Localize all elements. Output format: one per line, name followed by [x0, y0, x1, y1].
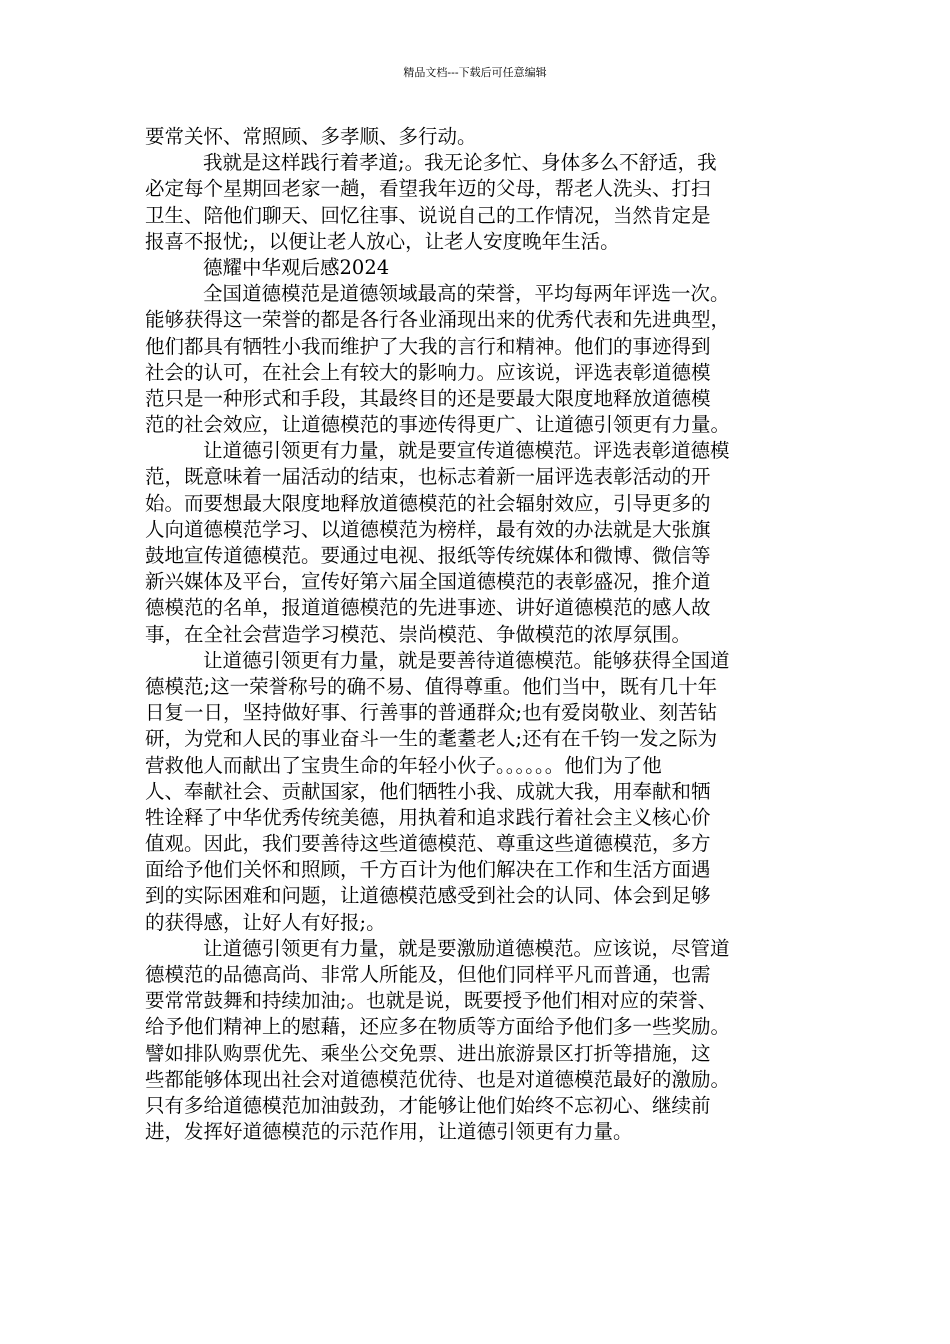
text-line: 日复一日，坚持做好事、行善事的普通群众;也有爱岗敬业、刻苦钻 — [145, 701, 718, 725]
text-line: 要常常鼓舞和持续加油;。也就是说，既要授予他们相对应的荣誉、 — [145, 989, 718, 1013]
text-line: 德耀中华观后感2024 — [203, 255, 390, 279]
text-line: 鼓地宣传道德模范。要通过电视、报纸等传统媒体和微博、微信等 — [145, 544, 711, 567]
text-line: 的获得感，让好人有好报;。 — [145, 910, 386, 934]
text-line: 研，为党和人民的事业奋斗一生的耄耋老人;还有在千钧一发之际为 — [145, 727, 718, 751]
text-line: 给予他们精神上的慰藉，还应多在物质等方面给予他们多一些奖励。 — [145, 1015, 731, 1039]
text-line: 些都能够体现出社会对道德模范优待、也是对道德模范最好的激励。 — [145, 1067, 731, 1091]
text-line: 面给予他们关怀和照顾，千方百计为他们解决在工作和生活方面遇 — [145, 858, 711, 882]
text-line: 新兴媒体及平台，宣传好第六届全国道德模范的表彰盛况，推介道 — [145, 570, 711, 594]
text-line: 譬如排队购票优先、乘坐公交免票、进出旅游景区打折等措施，这 — [145, 1041, 711, 1065]
text-line: 他们都具有牺牲小我而维护了大我的言行和精神。他们的事迹得到 — [145, 334, 711, 358]
page-header: 精品文档---下载后可任意编辑 — [403, 66, 547, 79]
text-line: 社会的认可，在社会上有较大的影响力。应该说，评选表彰道德模 — [145, 360, 711, 384]
text-line: 要常关怀、常照顾、多孝顺、多行动。 — [145, 125, 477, 148]
text-line: 让道德引领更有力量，就是要宣传道德模范。评选表彰道德模 — [203, 439, 730, 463]
text-line: 能够获得这一荣誉的都是各行各业涌现出来的优秀代表和先进典型， — [145, 308, 731, 332]
text-line: 卫生、陪他们聊天、回忆往事、说说自己的工作情况，当然肯定是 — [145, 203, 711, 227]
text-line: 营救他人而献出了宝贵生命的年轻小伙子。。。。。。他们为了他 — [145, 753, 662, 777]
text-line: 进，发挥好道德模范的示范作用，让道德引领更有力量。 — [145, 1120, 633, 1144]
text-line: 德模范的品德高尚、非常人所能及，但他们同样平凡而普通，也需 — [145, 963, 711, 986]
text-line: 牲诠释了中华优秀传统美德，用执着和追求践行着社会主义核心价 — [145, 805, 711, 829]
text-line: 到的实际困难和问题，让道德模范感受到社会的认同、体会到足够 — [145, 884, 711, 908]
text-line: 全国道德模范是道德领域最高的荣誉，平均每两年评选一次。 — [203, 282, 730, 306]
text-line: 德模范的名单，报道道德模范的先进事迹、讲好道德模范的感人故 — [145, 596, 711, 620]
text-line: 让道德引领更有力量，就是要激励道德模范。应该说，尽管道 — [203, 936, 730, 960]
text-line: 我就是这样践行着孝道;。我无论多忙、身体多么不舒适，我 — [203, 151, 717, 175]
text-line: 范，既意味着一届活动的结束，也标志着新一届评选表彰活动的开 — [145, 465, 711, 489]
text-line: 让道德引领更有力量，就是要善待道德模范。能够获得全国道 — [203, 648, 730, 672]
text-line: 范的社会效应，让道德模范的事迹传得更广、让道德引领更有力量。 — [145, 413, 731, 437]
text-line: 事，在全社会营造学习模范、崇尚模范、争做模范的浓厚氛围。 — [145, 622, 692, 646]
text-line: 只有多给道德模范加油鼓劲，才能够让他们始终不忘初心、继续前 — [145, 1093, 711, 1117]
text-line: 始。而要想最大限度地释放道德模范的社会辐射效应，引导更多的 — [145, 491, 711, 515]
text-line: 必定每个星期回老家一趟，看望我年迈的父母，帮老人洗头、打扫 — [145, 177, 711, 201]
text-line: 报喜不报忧;，以便让老人放心，让老人安度晚年生活。 — [145, 229, 620, 253]
text-line: 范只是一种形式和手段，其最终目的还是要最大限度地释放道德模 — [145, 386, 711, 410]
text-line: 人向道德模范学习、以道德模范为榜样，最有效的办法就是大张旗 — [145, 517, 711, 541]
text-line: 德模范;这一荣誉称号的确不易、值得尊重。他们当中，既有几十年 — [145, 674, 718, 698]
text-line: 值观。因此，我们要善待这些道德模范、尊重这些道德模范，多方 — [145, 832, 711, 856]
text-line: 人、奉献社会、贡献国家，他们牺牲小我、成就大我，用奉献和牺 — [145, 779, 711, 803]
document-body — [145, 124, 809, 1145]
